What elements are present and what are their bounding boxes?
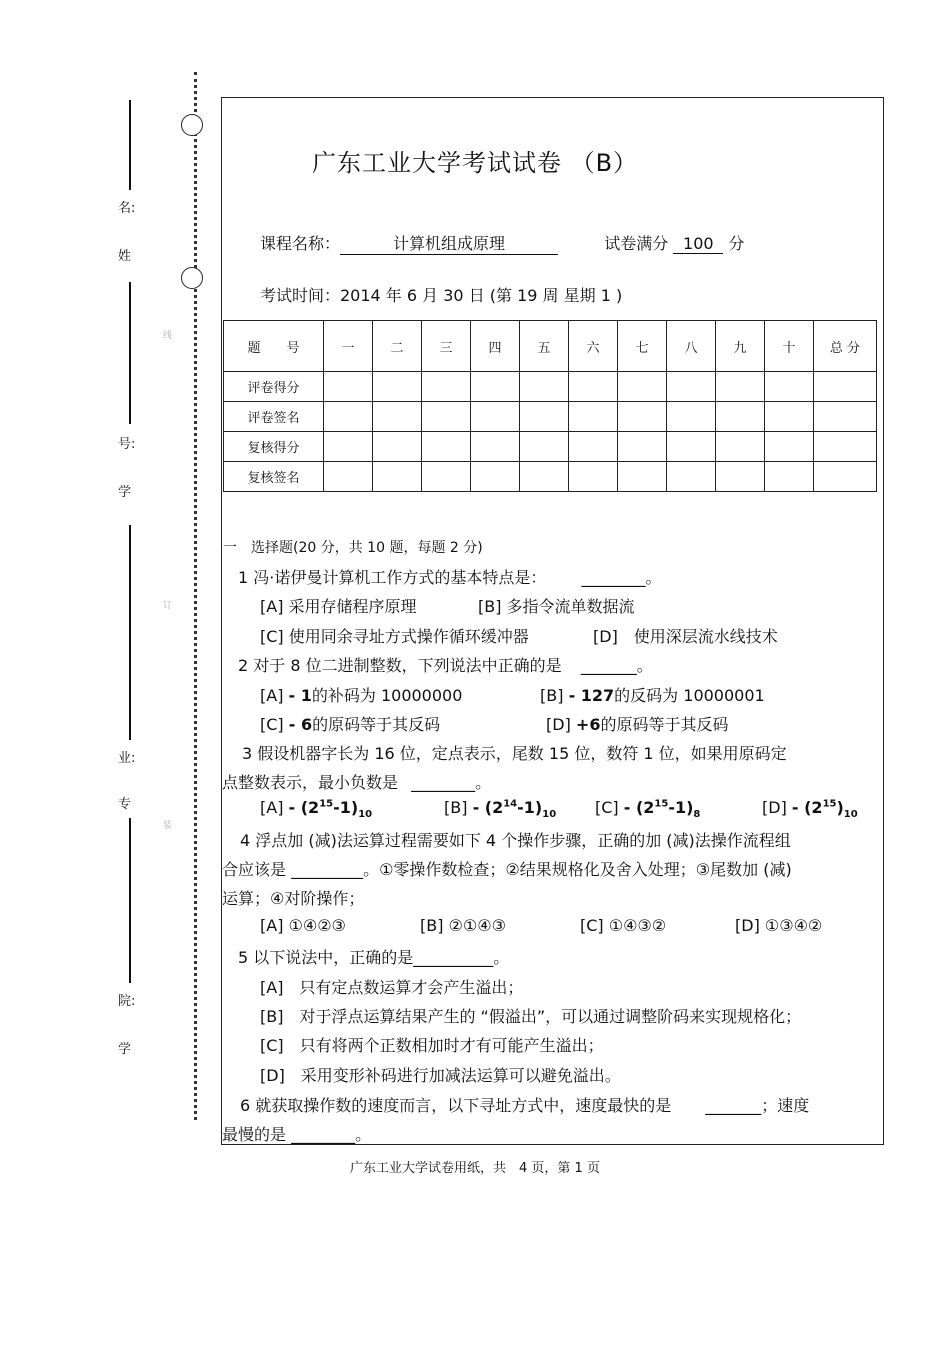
- option: [D] +6的原码等于其反码: [546, 715, 729, 734]
- question-4-line3: 运算；④对阶操作；: [222, 889, 365, 908]
- option: [B] 多指令流单数据流: [478, 597, 635, 616]
- option: [A] 只有定点数运算才会产生溢出；: [260, 978, 524, 997]
- score-unit: 分: [728, 234, 745, 253]
- table-header-cell: 四: [471, 321, 520, 372]
- table-header-cell: 十: [765, 321, 814, 372]
- score-table: [223, 320, 877, 492]
- answer-blank: ________。: [581, 568, 662, 587]
- table-header-cell: 总 分: [814, 321, 877, 372]
- section-heading: 一 选择题(20 分，共 10 题，每题 2 分): [223, 540, 483, 556]
- table-header-row: [224, 321, 877, 372]
- sidebar-label-college-1: 学: [118, 1042, 132, 1057]
- faint-mark: 装: [163, 821, 173, 831]
- table-header-cell: 五: [520, 321, 569, 372]
- sidebar-label-name-1: 姓: [118, 249, 132, 264]
- binding-dotted-line: [194, 72, 197, 1120]
- question-3-line2: 点整数表示，最小负数是 ________。: [222, 773, 492, 792]
- question-5: 5 以下说法中，正确的是__________。: [238, 948, 510, 967]
- option: $[D] - (2^{15})_{10}$: [762, 798, 858, 821]
- table-header-cell: 八: [667, 321, 716, 372]
- option: [C] 只有将两个正数相加时才有可能产生溢出；: [260, 1036, 604, 1055]
- sidebar-label-college-2: 院:: [118, 994, 136, 1009]
- option: [A] ①④②③: [260, 916, 346, 935]
- table-row: [224, 432, 877, 462]
- option: [C] 使用同余寻址方式操作循环缓冲器: [260, 627, 529, 646]
- question-6-line2: 最慢的是 ________。: [222, 1125, 372, 1144]
- binding-hole: [181, 114, 203, 136]
- table-header-cell: 九: [716, 321, 765, 372]
- binding-line: [129, 525, 131, 740]
- binding-hole: [181, 267, 203, 289]
- question-3-line1: 3 假设机器字长为 16 位，定点表示，尾数 15 位，数符 1 位，如果用原码定: [242, 744, 787, 763]
- table-header-cell: 一: [324, 321, 373, 372]
- option: [B] ②①④③: [420, 916, 506, 935]
- question-4-line2: 合应该是 _________。①零操作数检查；②结果规格化及舍入处理；③尾数加 (减): [222, 860, 792, 879]
- option: [C] - 6的原码等于其反码: [260, 715, 441, 734]
- exam-time: 考试时间：2014 年 6 月 30 日 (第 19 周 星期 1 ): [260, 286, 623, 305]
- table-row-label: 评卷签名: [224, 402, 324, 432]
- page-footer: 广东工业大学试卷用纸，共 4 页，第 1 页: [350, 1161, 600, 1176]
- option: $[A] - (2^{15}-1)_{10}$: [260, 798, 373, 821]
- sidebar-label-id-1: 学: [118, 485, 132, 500]
- option: [B] 对于浮点运算结果产生的 “假溢出”，可以通过调整阶码来实现规格化；: [260, 1007, 802, 1026]
- course-label: 课程名称：: [260, 234, 341, 253]
- course-row: [260, 231, 744, 255]
- sidebar-label-id-2: 号:: [118, 437, 136, 452]
- score-label: 试卷满分: [604, 234, 669, 253]
- sidebar-label-major-2: 业:: [118, 751, 136, 766]
- question-4-line1: 4 浮点加 (减)法运算过程需要如下 4 个操作步骤，正确的加 (减)法操作流程组: [240, 831, 791, 850]
- faint-mark: 线: [163, 331, 173, 341]
- table-row: [224, 372, 877, 402]
- option: [B] - 127的反码为 10000001: [540, 686, 765, 705]
- table-header-cell: 三: [422, 321, 471, 372]
- page-title: 广东工业大学考试试卷 （B）: [311, 149, 639, 177]
- sidebar-label-name-2: 名:: [118, 201, 136, 216]
- question-2: [238, 653, 653, 676]
- question-6-line1: 6 就获取操作数的速度而言，以下寻址方式中，速度最快的是 _______；速度: [240, 1096, 810, 1115]
- option: $[B] - (2^{14}-1)_{10}$: [444, 798, 557, 821]
- table-header-cell: 六: [569, 321, 618, 372]
- question-1: [238, 565, 661, 588]
- option: [A] - 1的补码为 10000000: [260, 686, 463, 705]
- course-name: 计算机组成原理: [340, 231, 558, 255]
- faint-mark: 订: [163, 601, 173, 611]
- option: [D] 使用深层流水线技术: [593, 627, 778, 646]
- answer-blank: ________。: [411, 773, 492, 792]
- table-header-cell: 七: [618, 321, 667, 372]
- option: $[C] - (2^{15}-1)_8$: [595, 798, 701, 821]
- table-row-label: 评卷得分: [224, 372, 324, 402]
- table-header-cell: 二: [373, 321, 422, 372]
- option: [C] ①④③②: [580, 916, 667, 935]
- table-row-label: 复核签名: [224, 462, 324, 492]
- answer-blank: _______。: [580, 656, 653, 675]
- binding-line: [129, 282, 131, 424]
- score-value: 100: [673, 234, 723, 254]
- table-row: [224, 462, 877, 492]
- option: [D] ①③④②: [735, 916, 823, 935]
- table-row-label: 复核得分: [224, 432, 324, 462]
- question-stem: 2 对于 8 位二进制整数，下列说法中正确的是: [238, 656, 562, 675]
- sidebar-label-major-1: 专: [118, 797, 132, 812]
- binding-line: [129, 818, 131, 983]
- table-row: [224, 402, 877, 432]
- option: [A] 采用存储程序原理: [260, 597, 417, 616]
- table-header-cell: 题 号: [224, 321, 324, 372]
- option: [D] 采用变形补码进行加减法运算可以避免溢出。: [260, 1066, 621, 1085]
- question-stem: 1 冯·诺伊曼计算机工作方式的基本特点是：: [238, 568, 547, 587]
